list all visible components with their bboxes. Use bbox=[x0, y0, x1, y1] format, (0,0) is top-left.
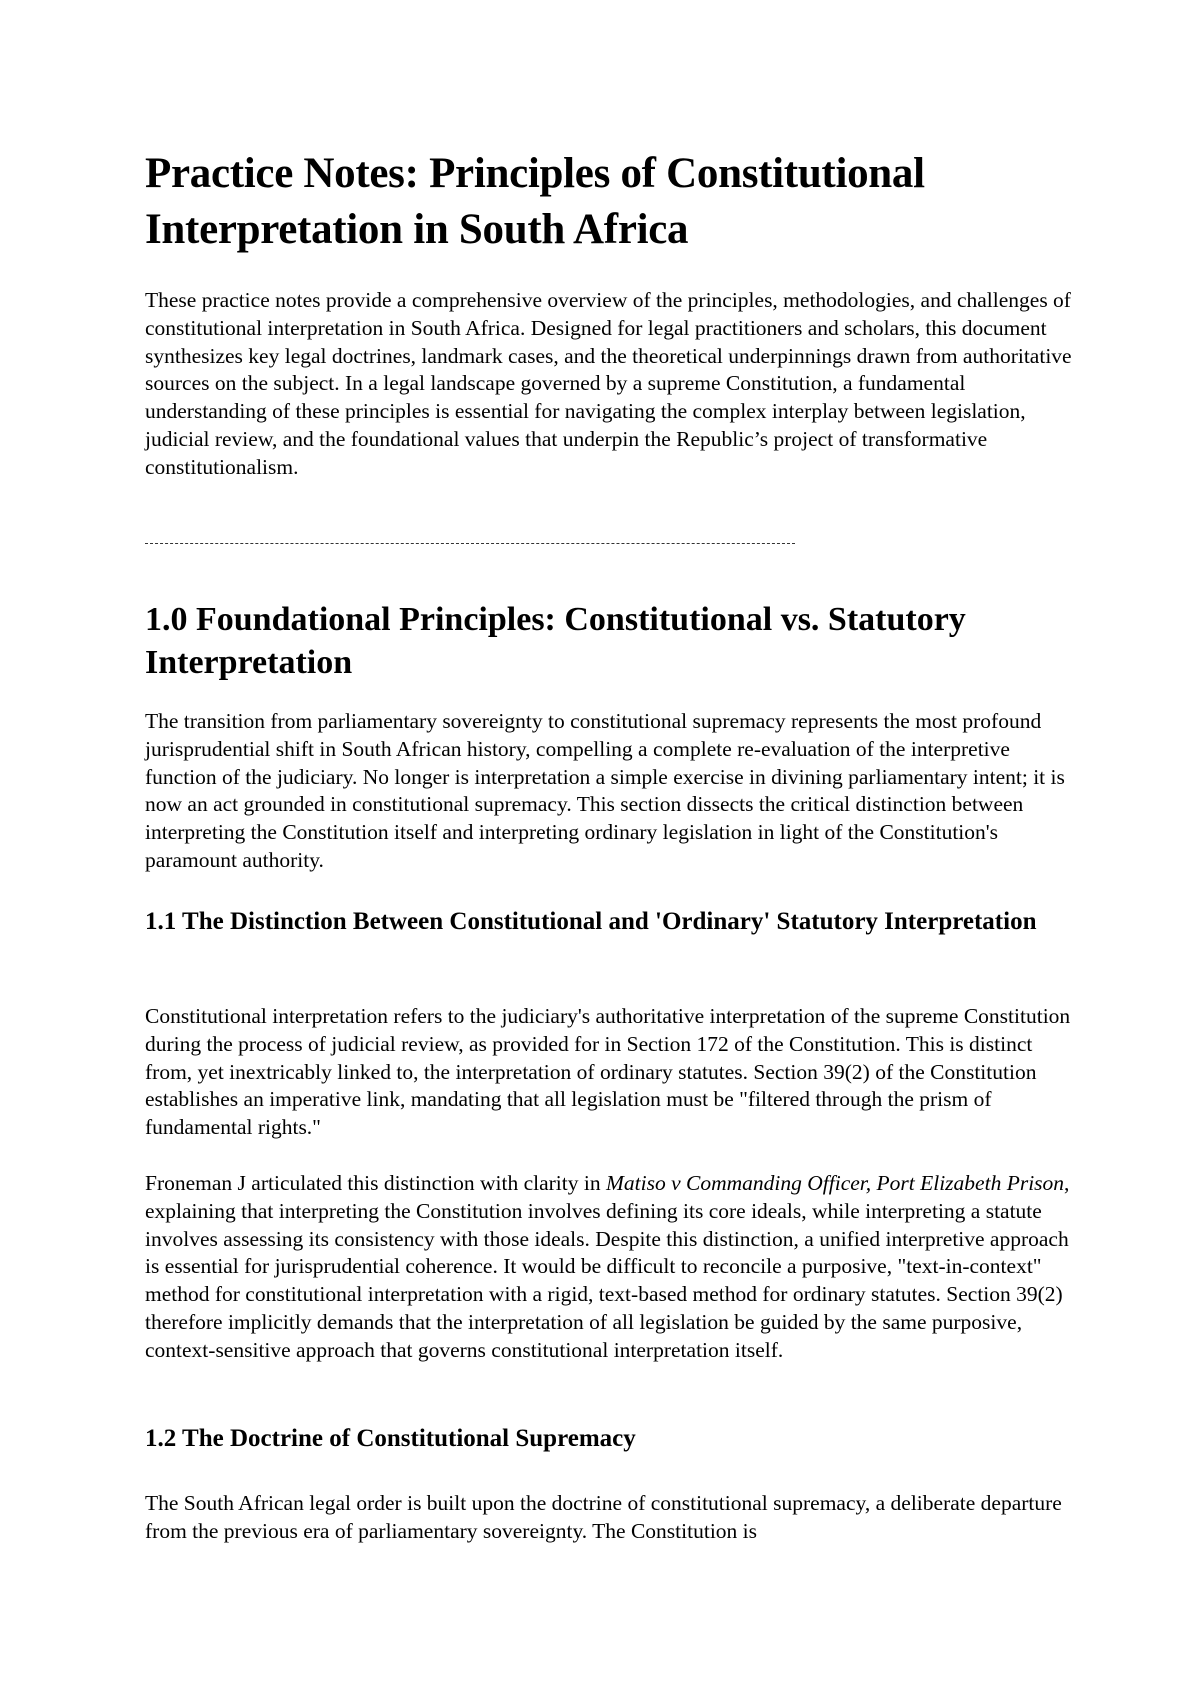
subsection-1-1-heading: 1.1 The Distinction Between Constitutional and 'Ordinary' Statutory Interpretation bbox=[145, 908, 1037, 935]
subsection-1-1-paragraph-1: Constitutional interpretation refers to the judiciary's authoritative interpretation of the supreme Constitution during the process of judicial review, as provided for in Section 172 of the Constitution. This is distinct from, yet inextricably linked to, the interpretation of ordinary statutes. Section 39(2) of the Constitution establishes an imperative link, mandating that all legislation must be "filtered through the prism of fundamental rights." bbox=[145, 1004, 1071, 1140]
section-1-paragraph: The transition from parliamentary sovereignty to constitutional supremacy represents the most profound jurisprudential shift in South African history, compelling a complete re-evaluation of the interpretive function of the judiciary. No longer is interpretation a simple exercise in divining parliamentary intent; it is now an act grounded in constitutional supremacy. This section dissects the critical distinction between interpreting the Constitution itself and interpreting ordinary legislation in light of the Constitution's paramount authority. bbox=[145, 709, 1065, 872]
case-citation: Matiso v Commanding Officer, Port Elizabeth Prison bbox=[605, 1171, 1065, 1195]
paragraph-text: Froneman J articulated this distinction with clarity in bbox=[145, 1171, 606, 1195]
page-title: Practice Notes: Principles of Constitutional Interpretation in South Africa bbox=[145, 150, 925, 253]
subsection-1-1-paragraph-2 bbox=[145, 1170, 1075, 1365]
subsection-1-2-paragraph: The South African legal order is built upon the doctrine of constitutional supremacy, a deliberate departure from the previous era of parliamentary sovereignty. The Constitution is bbox=[145, 1491, 1062, 1543]
section-1-heading: 1.0 Foundational Principles: Constitutional vs. Statutory Interpretation bbox=[145, 601, 966, 681]
subsection-1-2-heading: 1.2 The Doctrine of Constitutional Supremacy bbox=[145, 1425, 636, 1452]
intro-paragraph: These practice notes provide a comprehensive overview of the principles, methodologies, and challenges of constitutional interpretation in South Africa. Designed for legal practitioners and scholars, this document synthesizes key legal doctrines, landmark cases, and the theoretical underpinnings drawn from authoritative sources on the subject. In a legal landscape governed by a supreme Constitution, a fundamental understanding of these principles is essential for navigating the complex interplay between legislation, judicial review, and the foundational values that underpin the Republic’s project of transformative constitutionalism. bbox=[145, 288, 1072, 479]
paragraph-text: , explaining that interpreting the Constitution involves defining its core ideals, while interpreting a statute involves assessing its consistency with those ideals. Despite this distinction, a unified interpretive approach is essential for jurisprudential coherence. It would be difficult to reconcile a purposive, "text-in-context" method for constitutional interpretation with a rigid, text-based method for ordinary statutes. Section 39(2) therefore implicitly demands that the interpretation of all legislation be guided by the same purposive, context-sensitive approach that governs constitutional interpretation itself. bbox=[145, 1171, 1070, 1362]
horizontal-divider bbox=[145, 543, 795, 544]
